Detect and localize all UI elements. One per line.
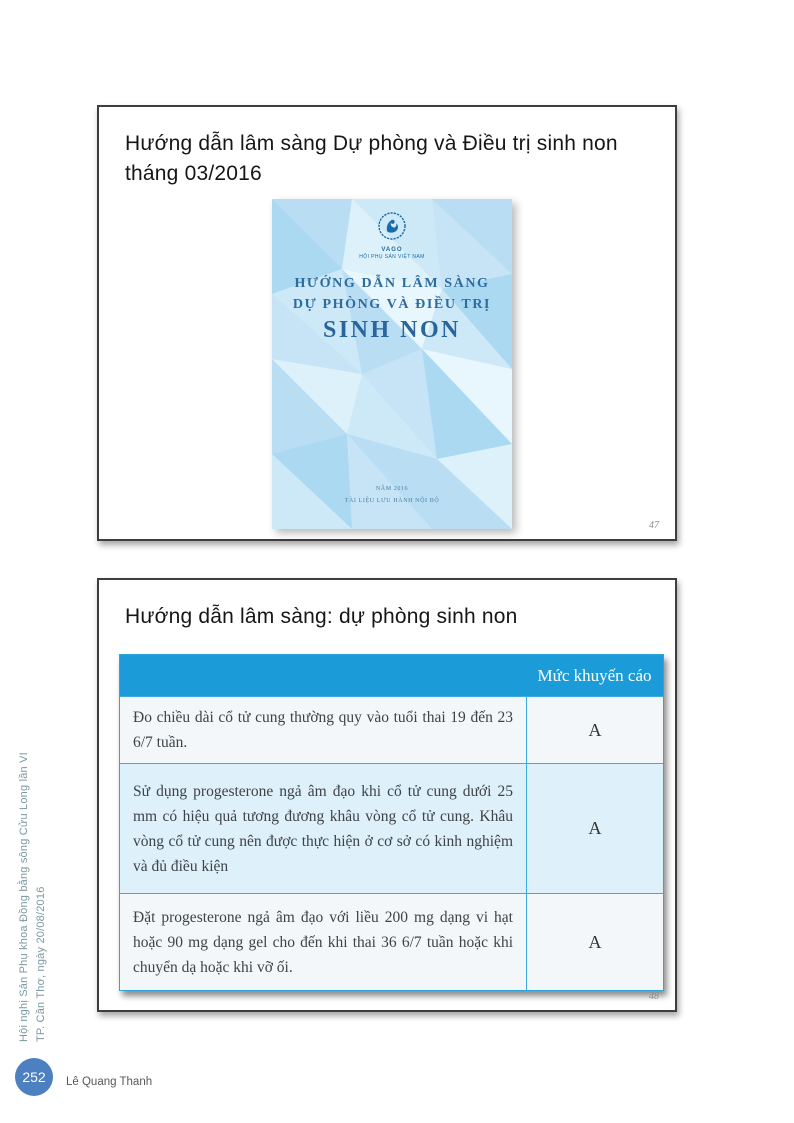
table-row [120, 696, 663, 763]
cover-year: NĂM 2016 [375, 486, 409, 492]
conference-note [16, 738, 50, 1042]
conference-note-line1: Hội nghị Sản Phụ khoa Đồng bằng sông Cửu Long lần VI [18, 752, 30, 1042]
recommendation-grade: A [526, 697, 663, 763]
cover-distribution-note: TÀI LIỆU LƯU HÀNH NỘI BỘ [344, 498, 440, 504]
recommendation-grade: A [526, 764, 663, 893]
handout-page-number: 252 [22, 1069, 46, 1085]
table-header-row [120, 655, 663, 696]
author-name: Lê Quang Thanh [66, 1076, 153, 1088]
table-row [120, 763, 663, 893]
table-row [120, 893, 663, 990]
recommendation-table [119, 654, 664, 991]
recommendation-text: Đo chiều dài cổ tử cung thường quy vào tuổi thai 19 đến 23 6/7 tuần. [133, 709, 513, 752]
cover-title-line2: DỰ PHÒNG VÀ ĐIỀU TRỊ [292, 297, 492, 312]
cover-imprint [272, 483, 512, 507]
recommendation-text: Sử dụng progesterone ngả âm đạo khi cổ tử cung dưới 25 mm có hiệu quả tương đương khâu vòng cổ tử cung. Khâu vòng cổ tử cung nên được thực hiện ở cơ sở có kinh nghiệm và đủ điều kiện [133, 782, 513, 875]
vago-acronym: VAGO [381, 247, 403, 253]
cover-title-line1: HƯỚNG DẪN LÂM SÀNG [294, 276, 490, 291]
recommendation-grade: A [526, 894, 663, 990]
guideline-book-cover [272, 199, 512, 529]
slide-47 [97, 105, 677, 541]
table-header-grade-label: Mức khuyến cáo [537, 665, 652, 685]
vago-emblem-icon [377, 211, 407, 241]
cover-title-line3: SINH NON [322, 317, 462, 343]
slide-48 [97, 578, 677, 1012]
slide1-title: Hướng dẫn lâm sàng Dự phòng và Điều trị sinh non tháng 03/2016 [125, 132, 618, 185]
slide2-title: Hướng dẫn lâm sàng: dự phòng sinh non [125, 605, 518, 628]
slide2-page-number: 48 [649, 991, 659, 1002]
vago-org-name: HỘI PHỤ SẢN VIỆT NAM [359, 254, 425, 260]
cover-title [272, 273, 512, 345]
recommendation-text: Đặt progesterone ngả âm đạo với liều 200 mg dạng vi hạt hoặc 90 mg dạng gel cho đến khi thai 36 6/7 tuần hoặc khi chuyển dạ hoặc khi vỡ ối. [133, 908, 513, 976]
conference-note-line2: TP. Cần Thơ, ngày 20/08/2016 [35, 886, 47, 1042]
slide1-page-number: 47 [649, 520, 659, 531]
handout-page-number-badge [15, 1058, 53, 1096]
vago-logo [272, 211, 512, 260]
